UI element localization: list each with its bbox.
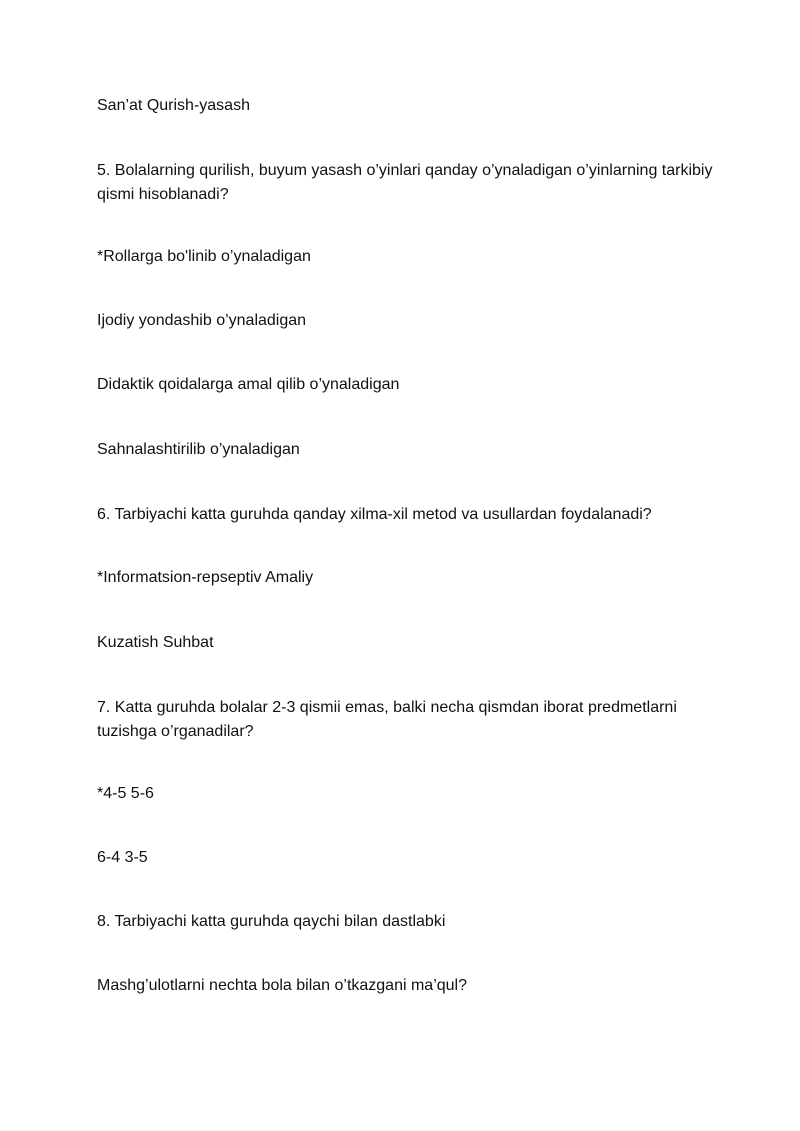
question-5-text: 5. Bolalarning qurilish, buyum yasash o’yinlari qanday o’ynaladigan o’yinlarning tarkibiy qismi hisoblanadi? xyxy=(97,162,713,203)
question-8-text: 8. Tarbiyachi katta guruhda qaychi bilan dastlabki xyxy=(97,913,446,930)
answer-option-line: Didaktik qoidalarga amal qilib o’ynaladigan xyxy=(97,376,400,393)
question-7-text: 7. Katta guruhda bolalar 2-3 qismii emas, balki necha qismdan iborat predmetlarni tuzishga o’rganadilar? xyxy=(97,699,677,740)
answer-option-line: 6-4 3-5 xyxy=(97,849,148,866)
answer-option-line: Ijodiy yondashib o’ynaladigan xyxy=(97,312,307,329)
answer-option-correct: *Informatsion-repseptiv Amaliy xyxy=(97,569,314,586)
question-8-continuation: Mashg’ulotlarni nechta bola bilan o’tkazgani ma’qul? xyxy=(97,977,468,994)
answer-option-correct: *Rollarga bo'linib o’ynaladigan xyxy=(97,248,311,265)
answer-option-line: Kuzatish Suhbat xyxy=(97,634,214,651)
question-6-text: 6. Tarbiyachi katta guruhda qanday xilma-xil metod va usullardan foydalanadi? xyxy=(97,506,652,523)
answer-option-line: San’at Qurish-yasash xyxy=(97,97,250,114)
answer-option-correct: *4-5 5-6 xyxy=(97,785,154,802)
answer-option-line: Sahnalashtirilib o’ynaladigan xyxy=(97,441,300,458)
